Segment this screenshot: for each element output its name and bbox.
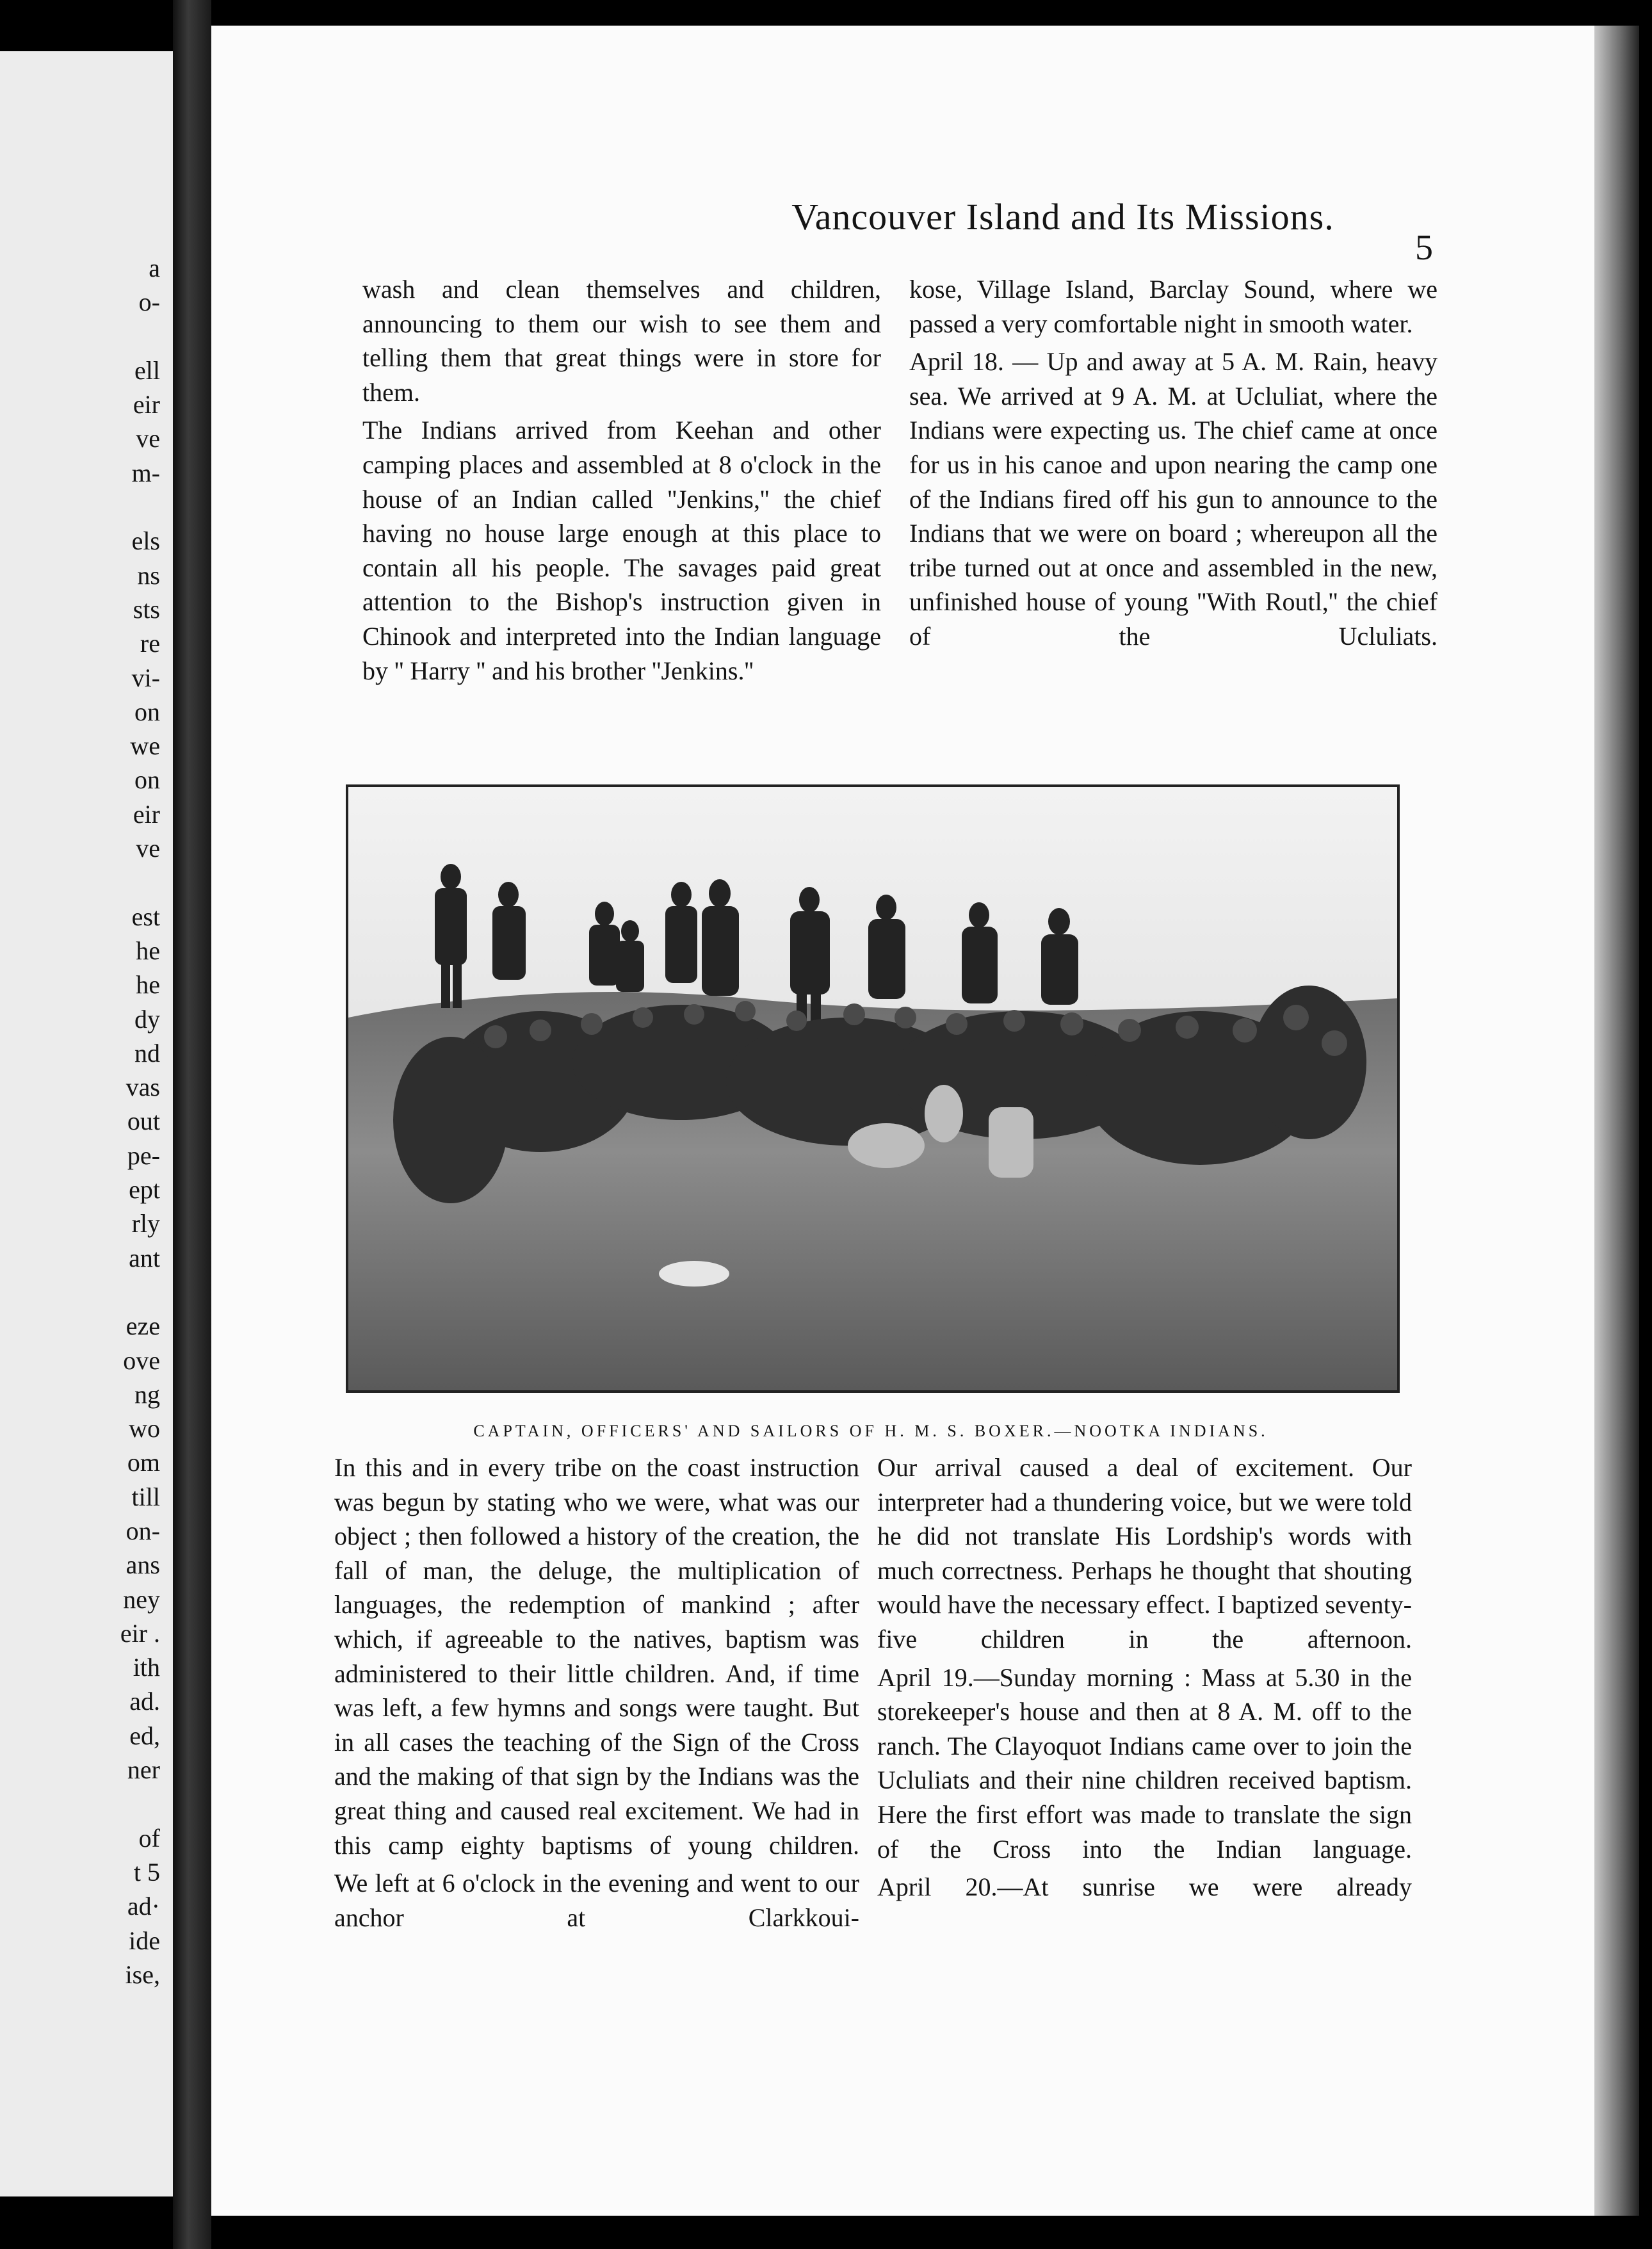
page-number: 5 (1415, 228, 1433, 268)
facing-page-line-fragment (0, 490, 160, 524)
facing-page-line-fragment: ad. (129, 1687, 160, 1716)
facing-page-line-fragment: ove (123, 1345, 160, 1375)
facing-page-fragment (0, 51, 173, 2196)
paragraph: Our arrival caused a deal of excitement. Our interpreter had a thundering voice, but we were told he did not translate His Lordship's words with much correctness. Perhaps he thought that shouting would have the necessary effect. I baptized seventy-five children in the afternoon. (877, 1453, 1412, 1653)
facing-page-line-fragment: rly (131, 1209, 160, 1238)
facing-page-line-fragment: of (138, 1823, 160, 1853)
facing-page-line-fragment: out (127, 1107, 160, 1136)
photograph-image (348, 787, 1397, 1390)
photo-caption: CAPTAIN, OFFICERS' AND SAILORS OF H. M. S. BOXER.—NOOTKA INDIANS. (473, 1422, 1268, 1440)
running-title: Vancouver Island and Its Missions. (791, 196, 1334, 238)
facing-page-line-fragment: dy (134, 1004, 160, 1034)
facing-page-line-fragment: on (134, 765, 160, 795)
facing-page-line-fragment: ith (133, 1653, 160, 1682)
facing-page-line-fragment: t 5 (133, 1857, 160, 1887)
facing-page-line-fragment: eir (133, 390, 160, 419)
facing-page-line-fragment: on- (126, 1516, 160, 1545)
facing-page-line-fragment: ide (129, 1926, 160, 1955)
facing-page-line-fragment: ney (123, 1584, 160, 1614)
facing-page-line-fragment: ve (136, 424, 160, 453)
facing-page-line-fragment: est (131, 902, 160, 931)
facing-page-line-fragment: on (134, 697, 160, 726)
facing-page-line-fragment: ans (126, 1550, 160, 1580)
book-page (211, 26, 1594, 2216)
facing-page-line-fragment (0, 1275, 160, 1309)
facing-page-line-fragment: eze (126, 1311, 160, 1341)
facing-page-line-fragment: o- (138, 288, 160, 317)
paragraph: The Indians arrived from Keehan and other camping places and assembled at 8 o'clock in the house of an Indian called ''Jenkins,'' the chief having no house large enough at this place to contain all his people. The savages paid great attention to the Bishop's instruction given in Chinook and interpreted into the Indian language by '' Harry '' and his brother ''Jenkins.'' (362, 416, 881, 685)
facing-page-line-endings (0, 251, 160, 1992)
paragraph: April 18. — Up and away at 5 A. M. Rain, heavy sea. We arrived at 9 A. M. at Ucluliat, where the Indians were expecting us. The chief came at once for us in his canoe and upon nearing the camp one of the Indians fired off his gun to announce to the Indians that we were on board ; whereupon all the tribe turned out at once and assembled in the new, unfinished house of young ''With Routl,'' the chief of the Ucluliats. (909, 347, 1437, 651)
facing-page-line-fragment: m- (131, 458, 160, 487)
book-gutter (173, 0, 211, 2249)
paragraph: April 20.—At sunrise we were already (877, 1872, 1412, 1902)
facing-page-line-fragment: els (131, 526, 160, 556)
group-photograph (346, 784, 1400, 1393)
text-column-top-right (909, 272, 1437, 654)
facing-page-line-fragment: eir (133, 799, 160, 829)
facing-page-line-fragment: ns (137, 560, 160, 590)
facing-page-line-fragment: till (131, 1482, 160, 1511)
facing-page-line-fragment: ise, (125, 1960, 160, 1989)
facing-page-line-fragment: ept (129, 1175, 160, 1205)
page-edge (1594, 26, 1639, 2216)
facing-page-line-fragment: ad· (127, 1892, 160, 1921)
facing-page-line-fragment: ng (134, 1379, 160, 1409)
facing-page-line-fragment: re (140, 629, 160, 658)
paragraph: April 19.—Sunday morning : Mass at 5.30 in the storekeeper's house and then at 8 A. M. off to the ranch. The Clayoquot Indians came over to join the Ucluliats and their nine children received baptism. Here the first effort was made to translate the sign of the Cross into the Indian language. (877, 1662, 1412, 1863)
text-column-bottom-right (877, 1450, 1412, 1904)
paragraph: wash and clean themselves and children, announcing to them our wish to see them and telling them that great things were in store for them. (362, 275, 881, 407)
paragraph: In this and in every tribe on the coast instruction was begun by stating who we were, what was our object ; then followed a history of the creation, the fall of man, the deluge, the multiplication of languages, the redemption of mankind ; after which, if agreeable to the natives, baptism was administered to their little children. And, if time was left, a few hymns and songs were taught. But in all cases the teaching of the Sign of the Cross and the making of that sign by the Indians was the great thing and caused real excitement. We had in this camp eighty baptisms of young children. (334, 1453, 859, 1860)
facing-page-line-fragment: we (130, 731, 160, 761)
facing-page-line-fragment (0, 865, 160, 899)
facing-page-line-fragment: ed, (129, 1721, 160, 1750)
facing-page-line-fragment: ner (127, 1755, 160, 1785)
facing-page-line-fragment: vi- (131, 663, 160, 692)
text-column-bottom-left (334, 1450, 859, 1935)
facing-page-line-fragment: ve (136, 834, 160, 863)
facing-page-line-fragment: pe- (127, 1141, 160, 1170)
facing-page-line-fragment: ant (129, 1243, 160, 1272)
paragraph: We left at 6 o'clock in the evening and went to our anchor at Clarkkoui- (334, 1869, 859, 1932)
facing-page-line-fragment: nd (134, 1038, 160, 1068)
paragraph: kose, Village Island, Barclay Sound, where we passed a very comfortable night in smooth water. (909, 275, 1437, 338)
facing-page-line-fragment: a (149, 254, 160, 282)
facing-page-line-fragment: vas (126, 1073, 160, 1102)
text-column-top-left (362, 272, 881, 688)
facing-page-line-fragment: ell (134, 355, 160, 385)
facing-page-line-fragment (0, 320, 160, 353)
facing-page-line-fragment: he (136, 936, 160, 965)
facing-page-line-fragment: eir . (120, 1618, 160, 1648)
facing-page-line-fragment: he (136, 970, 160, 1000)
facing-page-line-fragment: om (127, 1448, 160, 1477)
facing-page-line-fragment (0, 1787, 160, 1821)
facing-page-line-fragment: sts (133, 594, 160, 624)
facing-page-line-fragment: wo (129, 1414, 160, 1443)
hat-on-ground (659, 1261, 729, 1287)
